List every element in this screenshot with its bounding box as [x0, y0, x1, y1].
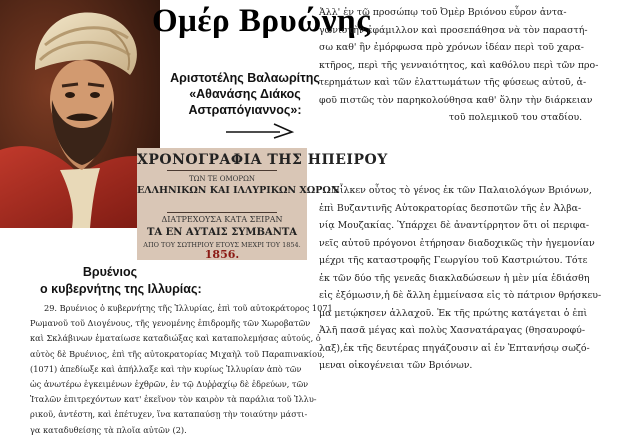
text-line: ἐκ τῶν δύο τῆς γενεᾶς διακλαδώσεων ἡ μὲν μία ἐδιάσθη — [319, 272, 590, 284]
text-line: γα καταδυθείσης τὰ πλοῖα αὐτῶν (2). — [30, 424, 187, 435]
text-line: μέχρι τῆς καταστροφῆς Γεωργίου τοῦ Καστριώτου. Τότε — [319, 255, 588, 266]
arrow-right-icon — [222, 112, 302, 148]
caption-work-subtitle: Αστραπόγιαννος»: — [188, 103, 302, 117]
text-line: σω καθ' ἣν ἐμόρφωσα πρὸ χρόνων ἰδέαν περὶ τοῦ χαρα- — [319, 42, 584, 53]
text-line: αὐτὸς δὲ Βρυένιος, ἐπὶ τῆς αὐτοκρατορίας Μιχαὴλ τοῦ Παραπινακίου, — [30, 348, 325, 359]
cover-line: ΕΛΛΗΝΙΚΩΝ ΚΑΙ ΙΛΛΥΡΙΚΩΝ ΧΩΡΩΝ — [137, 185, 340, 196]
page-title: Ομέρ Βρυώνης — [152, 3, 371, 39]
cover-title: ΧΡΟΝΟΓΡΑΦΙΑ ΤΗΣ ΗΠΕΙΡΟΥ — [137, 152, 388, 168]
cover-line: ΤΩΝ ΤΕ ΟΜΟΡΩΝ — [188, 175, 256, 183]
text-line: ὡς ἀνωτέρω ἐγκειμένων ἐχθρῶν, ἐν τῷ Δυῤῥαχίῳ δὲ ἐδρεύων, τῶν — [30, 379, 309, 390]
text-line: (1071) ἀπεδίωξε καὶ ἀπήλλαξε καὶ τὴν κυρίως Ἰλλυρίαν ἀπὸ τῶν — [30, 363, 302, 374]
portrait-image — [0, 0, 160, 228]
text-line: ρικοῦ, ἀντέστη, καὶ ἐπέτυχεν, ἵνα καταπαύσῃ τὴν τοιαύτην μάστι- — [30, 409, 308, 420]
text-line: γωνιστὴν ἐφάμιλλον καὶ προσεπάθησα νὰ τὸν παραστή- — [319, 24, 588, 36]
text-line: Ἰταλῶν ἐπιτρεχόντων κατ' ἐκεῖνον τὸν καιρὸν τὰ παράλια τοῦ Ἰλλυ- — [30, 394, 317, 405]
text-line: φοῦ πιστῶς τὸν παρηκολούθησα καθ' ὅλην τὴν διάρκειαν — [319, 94, 593, 106]
cover-rule — [167, 170, 277, 171]
text-line: λαξ),ἐκ τῆς δευτέρας πηγάζουσιν αἱ ἐν Ἑπτανήσῳ σωζό- — [319, 342, 590, 354]
bryennios-name: Βρυένιος — [82, 265, 138, 279]
cover-line: ΤΑ ΕΝ ΑΥΤΑΙΣ ΣΥΜΒΑΝΤΑ — [146, 227, 298, 238]
quote-caption — [170, 70, 320, 118]
book-cover-image — [137, 148, 388, 261]
scanned-text-bottom — [30, 301, 333, 438]
caption-author: Αριστοτέλης Βαλαωρίτης — [170, 71, 320, 85]
text-line: μα μετῴκησεν ἀλλαχοῦ. Ἐκ τῆς πρώτης κατάγεται ὁ ἐπὶ — [319, 307, 588, 319]
text-line: Ἀλῆ πασᾶ μέγας καὶ πολὺς Χασνατάραγας (θησαυροφύ- — [319, 325, 586, 336]
paragraph-1 — [319, 4, 598, 127]
bryennios-title: ο κυβερνήτης της Ιλλυρίας: — [40, 282, 202, 296]
text-line: νίᾳ Μουζακίας. Ὑπάρχει δὲ ἀναντίρρητον ὅτι οἱ περιφα- — [319, 220, 590, 231]
text-line: μεναι οἰκογένειαι τῶν Βριόνων. — [319, 360, 473, 371]
caption-work-title: «Αθανάσης Διάκος — [189, 87, 301, 101]
text-line: τερημάτων καὶ τῶν ἐλαττωμάτων τῆς φύσεως αὐτοῦ, ἀ- — [319, 77, 587, 88]
cover-line: ΑΠΟ ΤΟΥ ΣΩΤΗΡΙΟΥ ΕΤΟΥΣ ΜΕΧΡΙ ΤΟΥ 1854. — [143, 241, 301, 249]
text-line: Εἷλκεν οὗτος τὸ γένος ἐκ τῶν Παλαιολόγων Βριόνων, — [333, 185, 592, 196]
text-line: κτῆρος, περὶ τῆς γενναιότητος, καὶ καθόλου περὶ τῶν προ- — [319, 59, 599, 71]
paragraph-2 — [319, 182, 601, 375]
text-line: ἐπὶ Βυζαντινῆς Αὐτοκρατορίας δεσποτῶν τῆς ἐν Ἀλβα- — [319, 202, 582, 214]
portrait-painting — [0, 0, 160, 228]
text-line: νεῖς αὐτοῦ πρόγονοι ἐτήρησαν διαδοχικῶς τὴν ἡγεμονίαν — [319, 237, 595, 249]
cover-rule — [167, 212, 277, 213]
text-line: 29. Βρυένιος ὁ κυβερνήτης τῆς Ἰλλυρίας, ἐπὶ τοῦ αὐτοκράτορος 1071 — [44, 303, 333, 313]
cover-line: ΔΙΑΤΡΕΧΟΥΣΑ ΚΑΤΑ ΣΕΙΡΑΝ — [161, 215, 283, 224]
text-line: Ἀλλ' ἐν τῷ προσώπῳ τοῦ Ὀμὲρ Βριόνου εὗρον ἀντα- — [319, 7, 567, 18]
text-line: Ρωμανοῦ τοῦ Διογένους, τῆς γενομένης ἐπιδρομῆς τῶν Χωροβατῶν — [30, 318, 311, 329]
cover-year: 1856. — [204, 248, 240, 261]
text-line: τοῦ πολεμικοῦ του σταδίου. — [449, 112, 583, 123]
text-line: εἰς ἐξόμωσιν,ἡ δὲ ἄλλη ἐμμείνασα εἰς τὸ πάτριον θρήσκευ- — [319, 290, 602, 301]
text-line: καὶ Σκλάβινων ἐματαίωσε καταδιώξας καὶ καταπολεμήσας αὐτούς, ὁ — [30, 333, 321, 344]
bryennios-caption — [40, 264, 202, 298]
